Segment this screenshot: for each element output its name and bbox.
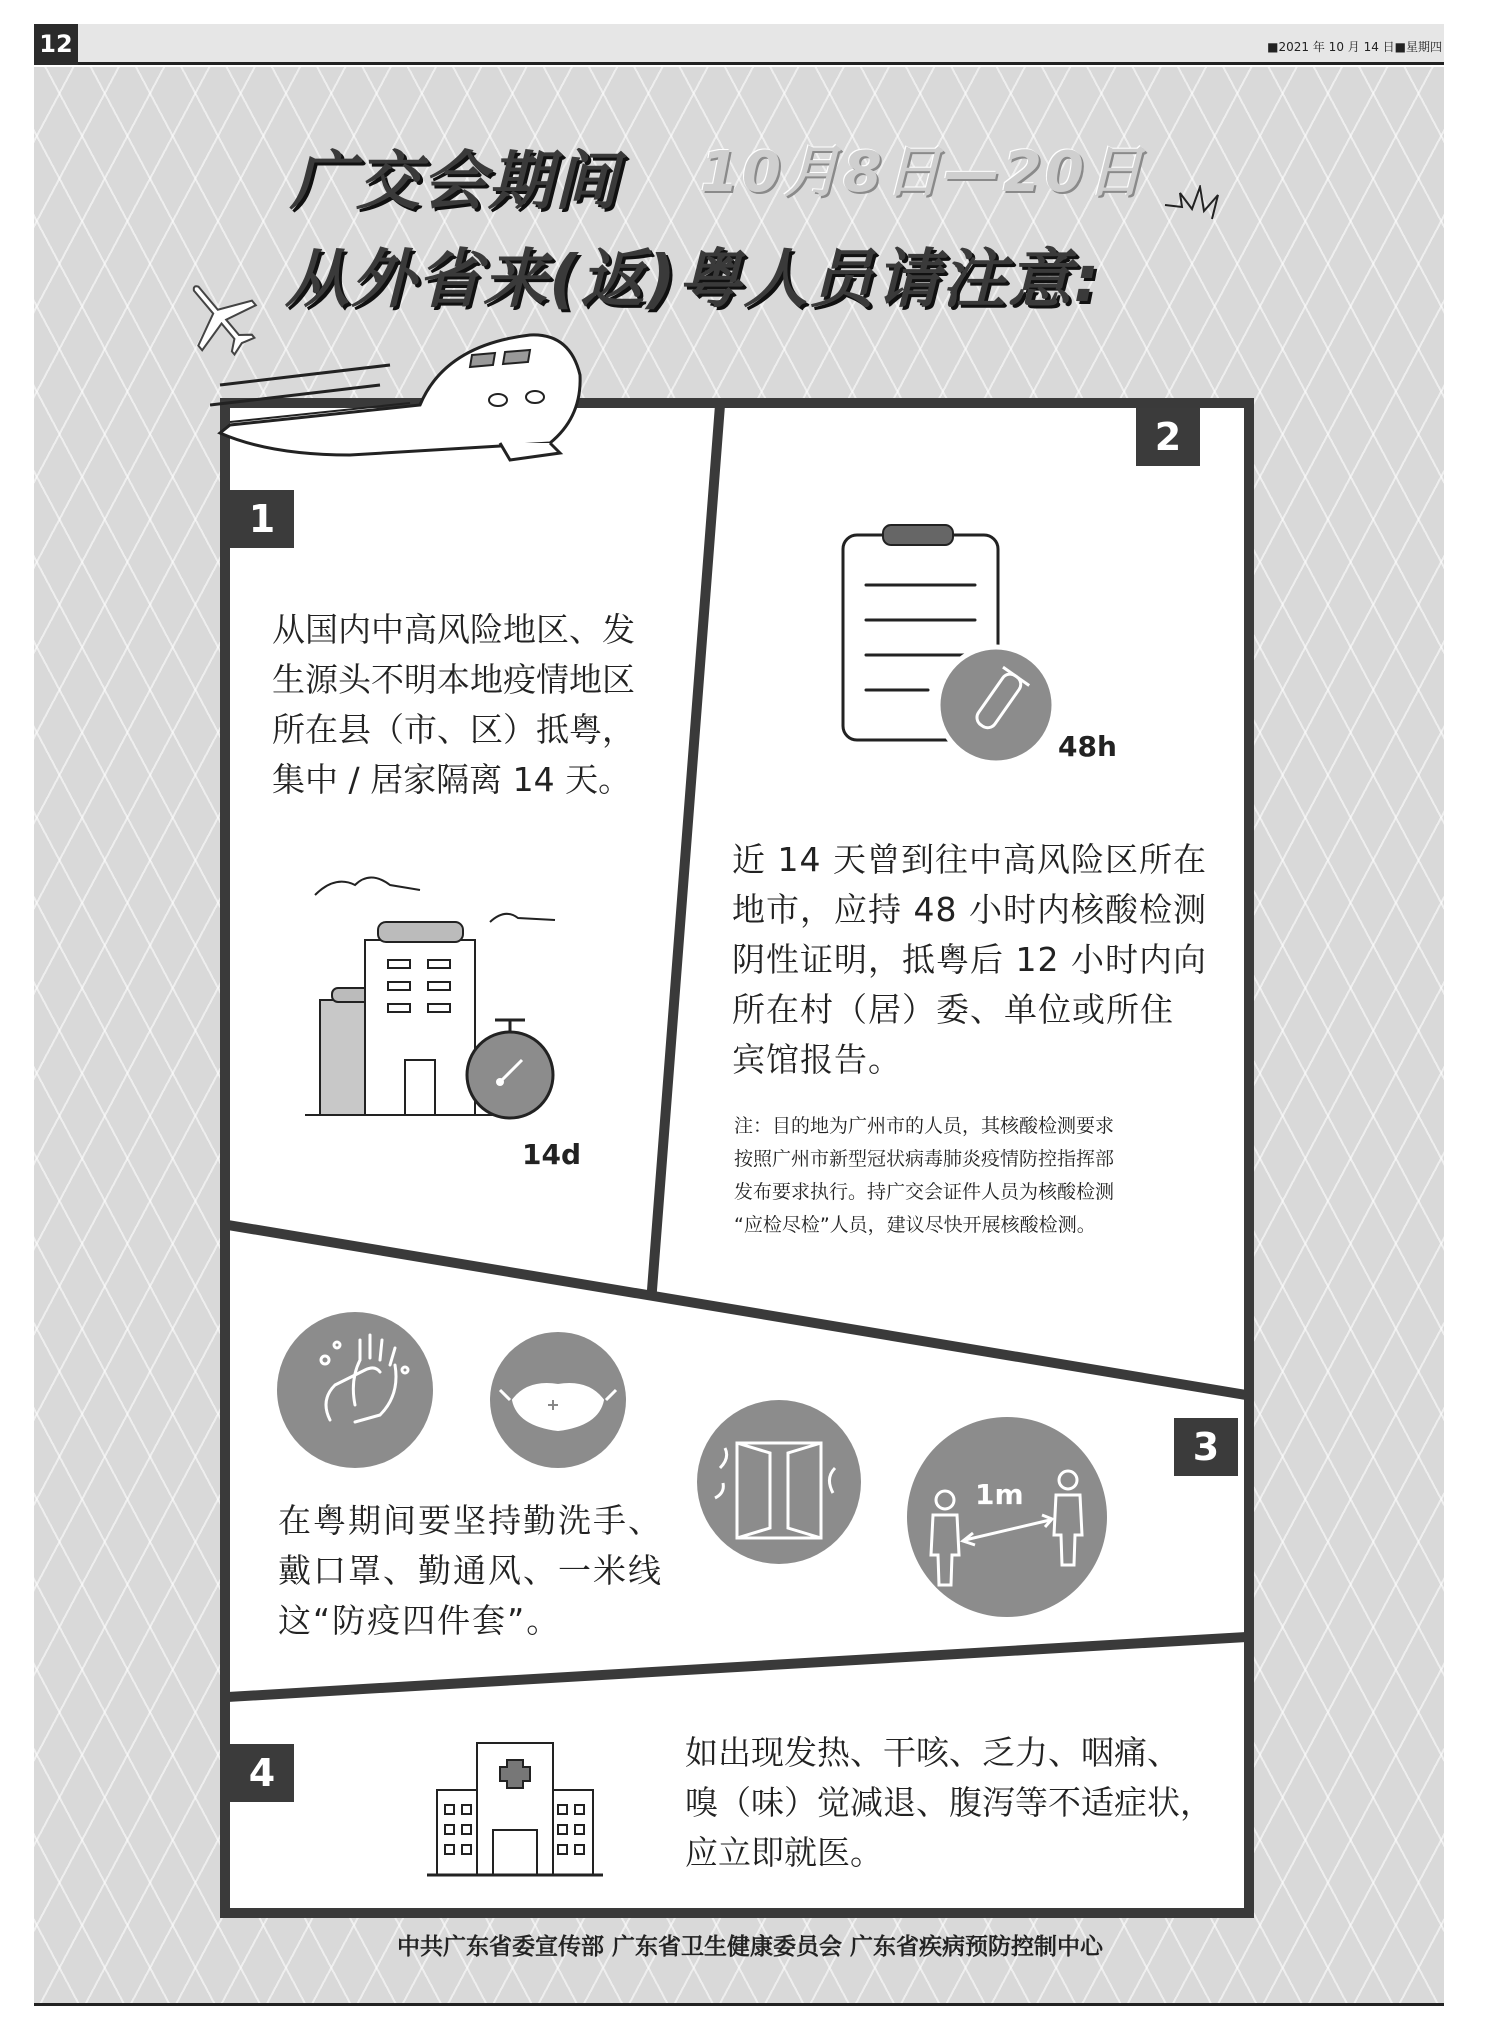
ventilation-door-icon xyxy=(695,1398,863,1566)
title-line-1: 广交会期间 xyxy=(290,145,620,219)
social-distance-icon xyxy=(905,1415,1110,1620)
section-1-line: 集中 / 居家隔离 14 天。 xyxy=(272,760,632,799)
train-icon xyxy=(210,325,590,465)
section-3-line: 这“防疫四件套”。 xyxy=(278,1601,562,1640)
hand-washing-icon xyxy=(275,1310,445,1470)
section-2-note xyxy=(734,1110,1114,1242)
issue-date: ■2021 年 10 月 14 日■星期四 xyxy=(1267,40,1442,54)
clipboard-test-tube-icon xyxy=(838,520,1068,770)
section-1-line: 所在县（市、区）抵粤， xyxy=(272,710,635,749)
title-line-2: 从外省来(返)粤人员请注意: xyxy=(285,243,1102,317)
section-2-text xyxy=(732,835,1207,1085)
section-4-line: 应立即就医。 xyxy=(685,1833,883,1872)
section-1-text xyxy=(272,605,635,805)
building-stopwatch-icon xyxy=(300,860,560,1130)
distance-label: 1m xyxy=(975,1478,1024,1511)
section-2-note-line: 发布要求执行。持广交会证件人员为核酸检测 xyxy=(734,1181,1115,1203)
section-3-text xyxy=(278,1496,663,1646)
mask-icon xyxy=(488,1330,628,1470)
section-4-text xyxy=(685,1728,1213,1878)
section-2-line: 阴性证明，抵粤后 12 小时内向 xyxy=(732,940,1207,979)
title-date-range: 10月8日—20日 xyxy=(700,140,1146,205)
hospital-icon xyxy=(425,1735,605,1885)
section-4-line: 嗅（味）觉减退、腹泻等不适症状， xyxy=(685,1783,1213,1822)
section-2-line: 地市，应持 48 小时内核酸检测 xyxy=(732,890,1207,929)
section-4-line: 如出现发热、干咳、乏力、咽痛、 xyxy=(685,1733,1180,1772)
sponsor-footer: 中共广东省委宣传部 广东省卫生健康委员会 广东省疾病预防控制中心 xyxy=(396,1934,1103,1960)
section-3-line: 戴口罩、勤通风、一米线 xyxy=(278,1551,663,1590)
section-2-note-line: 按照广州市新型冠状病毒肺炎疫情防控指挥部 xyxy=(734,1148,1115,1170)
section-2-badge: 2 xyxy=(1136,408,1200,466)
section-2-note-line: “应检尽检”人员，建议尽快开展核酸检测。 xyxy=(734,1214,1096,1236)
section-1-icon-label: 14d xyxy=(522,1138,582,1171)
section-4-badge: 4 xyxy=(230,1744,294,1802)
section-3-badge: 3 xyxy=(1174,1418,1238,1476)
page-number: 12 xyxy=(34,24,78,65)
section-2-icon-label: 48h xyxy=(1058,730,1117,763)
section-2-line: 所在村（居）委、单位或所住 xyxy=(732,990,1174,1029)
section-2-line: 近 14 天曾到往中高风险区所在 xyxy=(732,840,1207,879)
section-2-note-line: 注：目的地为广州市的人员，其核酸检测要求 xyxy=(734,1115,1115,1137)
section-1-badge: 1 xyxy=(230,490,294,548)
section-1-line: 从国内中高风险地区、发 xyxy=(272,610,635,649)
section-1-line: 生源头不明本地疫情地区 xyxy=(272,660,635,699)
section-3-line: 在粤期间要坚持勤洗手、 xyxy=(278,1501,663,1540)
section-2-line: 宾馆报告。 xyxy=(732,1040,902,1079)
